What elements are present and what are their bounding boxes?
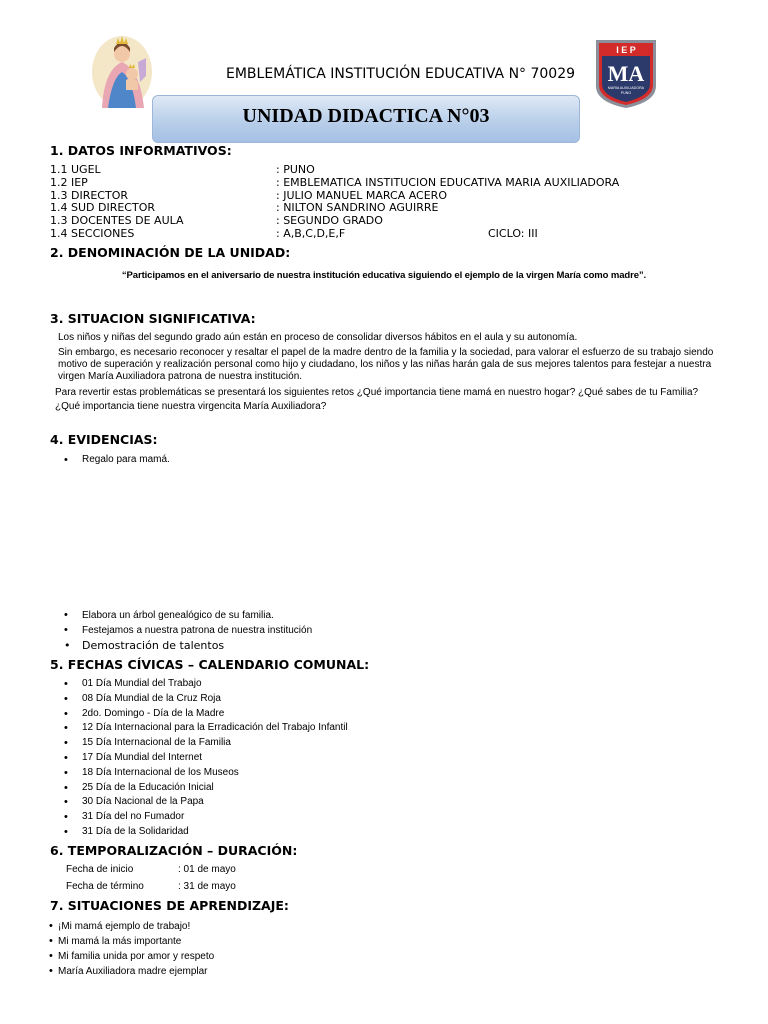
datos-key: 1.2 IEP [50,176,88,189]
datos-value: : EMBLEMATICA INSTITUCION EDUCATIVA MARIA AUXILIADORA [276,176,620,189]
list-item: • 12 Día Internacional para la Erradicación del Trabajo Infantil [64,721,348,736]
list-item: • 18 Día Internacional de los Museos [64,766,348,781]
shield-ribbon-2: PUNO [620,91,632,95]
temporalizacion-key: Fecha de término [66,881,144,892]
unit-title-banner [152,95,580,143]
section-4-heading: 4. EVIDENCIAS: [50,432,158,447]
section-1-heading: 1. DATOS INFORMATIVOS: [50,143,232,158]
virgin-mary-image [88,32,156,110]
list-item: • 25 Día de la Educación Inicial [64,781,348,796]
datos-key: 1.3 DIRECTOR [50,189,128,202]
list-item: • 08 Día Mundial de la Cruz Roja [64,692,348,707]
list-item: • María Auxiliadora madre ejemplar [49,964,214,979]
evidencias-list-top [64,454,170,465]
list-item: • 15 Día Internacional de la Familia [64,736,348,751]
fechas-civicas-list [64,677,348,840]
datos-value: : PUNO [276,163,315,176]
situacion-paragraph-1: Los niños y niñas del segundo grado aún están en proceso de consolidar diversos hábitos en el aula y su autonomía. [58,332,578,343]
ciclo-value: CICLO: III [488,227,538,240]
section-3-heading: 3. SITUACION SIGNIFICATIVA: [50,311,256,326]
datos-key: 1.1 UGEL [50,163,101,176]
school-shield-logo [594,36,658,110]
section-5-heading: 5. FECHAS CÍVICAS – CALENDARIO COMUNAL: [50,657,370,672]
list-item: • Elabora un árbol genealógico de su familia. [64,608,312,623]
list-item: • 30 Día Nacional de la Papa [64,795,348,810]
list-item: • ¡Mi mamá ejemplo de trabajo! [49,919,214,934]
unit-name-quote: “Participamos en el aniversario de nuestra institución educativa siguiendo el ejemplo de la virgen María como madre”. [121,270,647,281]
list-item: • Regalo para mamá. [64,454,170,465]
datos-key: 1.3 DOCENTES DE AULA [50,214,184,227]
list-item: • 31 Día del no Fumador [64,810,348,825]
evidencias-list [64,608,312,653]
list-item: • 2do. Domingo - Día de la Madre [64,707,348,722]
situacion-paragraph-3: Para revertir estas problemáticas se presentará los siguientes retos ¿Qué importancia tiene mamá en nuestro hogar? ¿Qué sabes de tu Familia? ¿Qué importancia tiene nuestra virgencita María Auxiliadora? [55,387,699,412]
section-7-heading: 7. SITUACIONES DE APRENDIZAJE: [50,898,289,913]
section-6-heading: 6. TEMPORALIZACIÓN – DURACIÓN: [50,843,298,858]
temporalizacion-row [66,864,236,875]
datos-value: : A,B,C,D,E,F [276,227,346,240]
datos-value: : NILTON SANDRINO AGUIRRE [276,201,439,214]
school-name: EMBLEMÁTICA INSTITUCIÓN EDUCATIVA N° 70029 [226,66,576,82]
unit-title: UNIDAD DIDACTICA N°03 [242,105,490,127]
temporalizacion-key: Fecha de inicio [66,864,134,875]
list-item: • Mi mamá la más importante [49,934,214,949]
situacion-paragraph-2: Sin embargo, es necesario reconocer y resaltar el papel de la madre dentro de la familia y la sociedad, para valorar el esfuerzo de su trabajo siendo motivo de superación y realización personal como hijo y ciudadano, los niños y las niñas harán gala de sus mejores talentos para festejar a nuestra virgen María Auxiliadora patrona de nuestra institución. [58,347,714,382]
temporalizacion-row [66,881,236,892]
list-item: • 01 Día Mundial del Trabajo [64,677,348,692]
datos-key: 1.4 SUD DIRECTOR [50,201,155,214]
shield-ribbon-1: MARIA AUXILIADORA [607,86,645,90]
temporalizacion-value: : 31 de mayo [178,881,236,892]
list-item: • Festejamos a nuestra patrona de nuestra institución [64,623,312,638]
list-item: • 17 Día Mundial del Internet [64,751,348,766]
list-item: • Demostración de talentos [64,638,312,653]
list-item: • 31 Día de la Solidaridad [64,825,348,840]
list-item: • Mi familia unida por amor y respeto [49,949,214,964]
datos-value: : SEGUNDO GRADO [276,214,383,227]
situaciones-list [49,919,214,979]
shield-top-text: I E P [616,45,636,55]
datos-value: : JULIO MANUEL MARCA ACERO [276,189,447,202]
temporalizacion-value: : 01 de mayo [178,864,236,875]
shield-monogram: MA [607,61,645,86]
datos-key: 1.4 SECCIONES [50,227,135,240]
section-2-heading: 2. DENOMINACIÓN DE LA UNIDAD: [50,245,291,260]
